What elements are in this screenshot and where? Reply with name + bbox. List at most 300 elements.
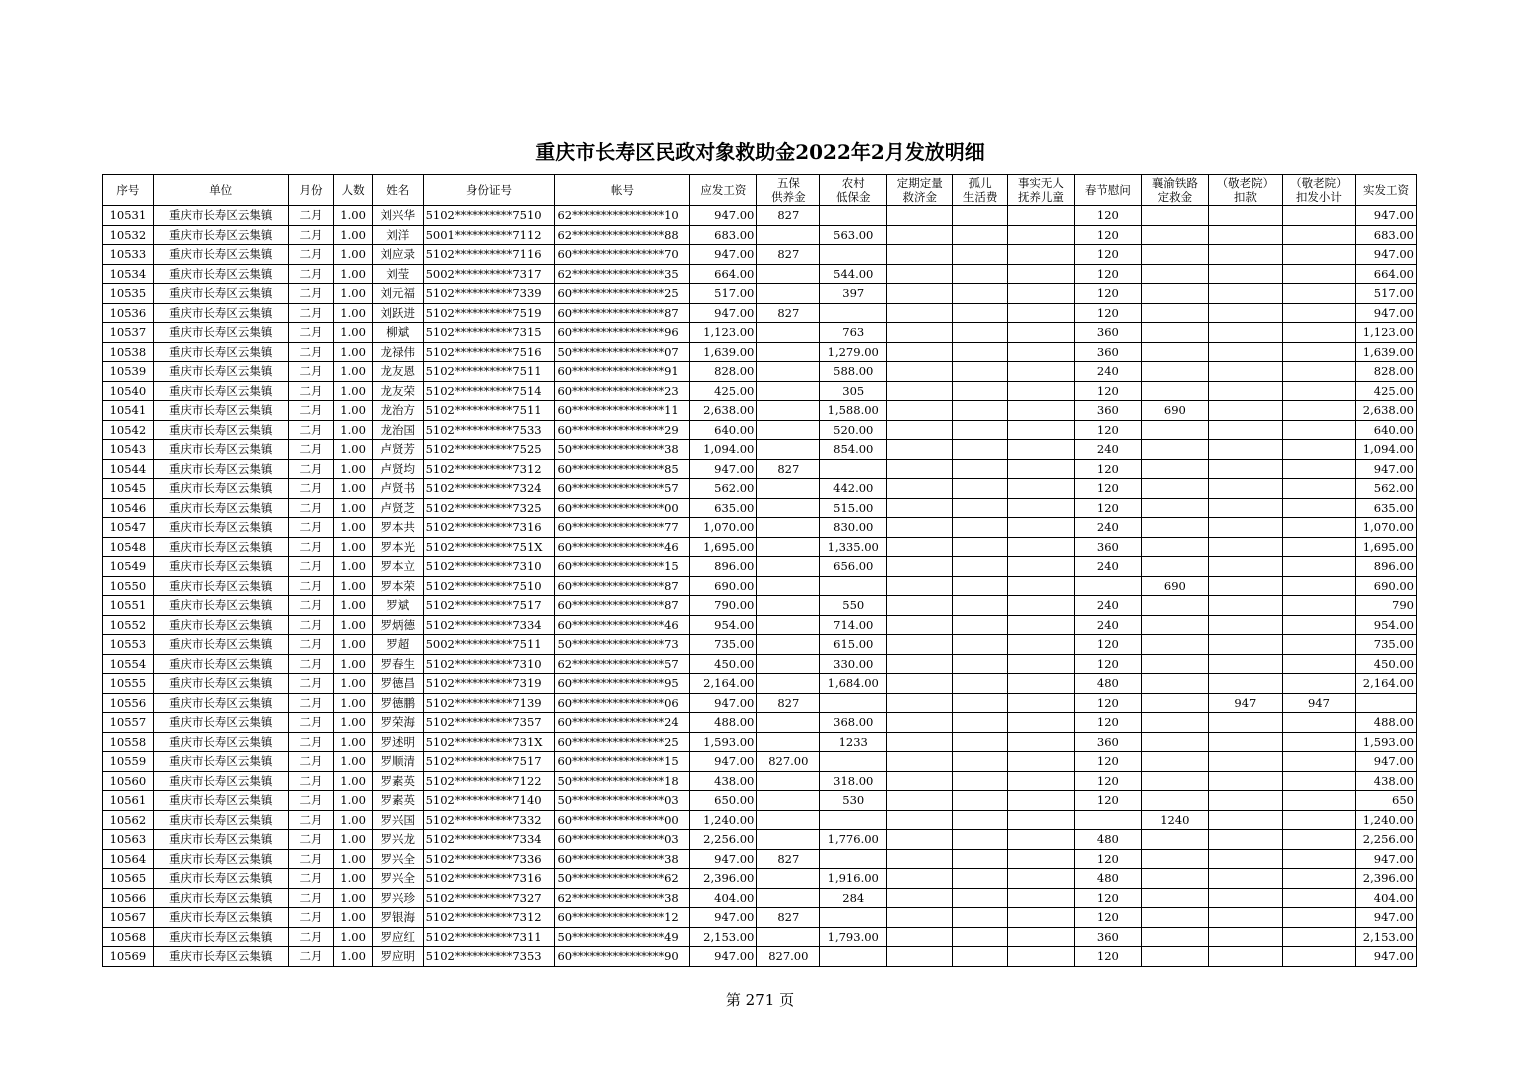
- table-cell: 二月: [288, 771, 334, 791]
- table-cell: [1141, 245, 1208, 265]
- table-cell: 520.00: [820, 420, 887, 440]
- table-cell: 60****************46: [555, 615, 690, 635]
- table-row: [103, 518, 1417, 538]
- table-cell: 10543: [103, 440, 154, 460]
- table-cell: 10562: [103, 810, 154, 830]
- table-cell: 947.00: [1355, 206, 1416, 226]
- table-cell: 5002**********7317: [423, 264, 555, 284]
- table-cell: [1208, 303, 1282, 323]
- table-cell: 1.00: [334, 206, 373, 226]
- table-cell: [1282, 498, 1355, 518]
- table-cell: 650: [1355, 791, 1416, 811]
- table-cell: 1,916.00: [820, 869, 887, 889]
- table-cell: [1282, 791, 1355, 811]
- table-cell: [1282, 303, 1355, 323]
- table-cell: 1,593.00: [1355, 732, 1416, 752]
- table-cell: [1208, 225, 1282, 245]
- table-cell: 360: [1074, 342, 1141, 362]
- table-cell: 62****************57: [555, 654, 690, 674]
- table-cell: 罗斌: [372, 596, 423, 616]
- table-cell: [820, 908, 887, 928]
- table-cell: 120: [1074, 420, 1141, 440]
- table-cell: [953, 264, 1008, 284]
- table-cell: 947.00: [690, 693, 757, 713]
- table-cell: [1007, 947, 1074, 967]
- table-cell: 1,240.00: [690, 810, 757, 830]
- table-cell: [1007, 810, 1074, 830]
- table-cell: [1282, 518, 1355, 538]
- table-cell: [887, 303, 953, 323]
- table-cell: 龙友荣: [372, 381, 423, 401]
- table-cell: 120: [1074, 206, 1141, 226]
- table-cell: 480: [1074, 830, 1141, 850]
- column-header: （敬老院） 扣发小计: [1282, 175, 1355, 206]
- column-header: 农村 低保金: [820, 175, 887, 206]
- table-cell: 1.00: [334, 596, 373, 616]
- table-cell: [953, 849, 1008, 869]
- table-cell: 60****************00: [555, 810, 690, 830]
- table-row: [103, 888, 1417, 908]
- table-row: [103, 810, 1417, 830]
- table-cell: [1007, 518, 1074, 538]
- table-cell: [953, 362, 1008, 382]
- table-cell: 1.00: [334, 264, 373, 284]
- table-cell: 120: [1074, 888, 1141, 908]
- table-cell: 二月: [288, 674, 334, 694]
- table-cell: [1208, 420, 1282, 440]
- table-cell: [757, 323, 820, 343]
- table-cell: [1208, 479, 1282, 499]
- table-cell: 2,256.00: [690, 830, 757, 850]
- table-cell: [1282, 206, 1355, 226]
- table-cell: 二月: [288, 323, 334, 343]
- table-cell: 425.00: [690, 381, 757, 401]
- table-cell: [820, 576, 887, 596]
- table-cell: 重庆市长寿区云集镇: [153, 518, 288, 538]
- table-cell: 240: [1074, 596, 1141, 616]
- table-cell: 重庆市长寿区云集镇: [153, 206, 288, 226]
- table-cell: [1007, 381, 1074, 401]
- table-cell: 1.00: [334, 401, 373, 421]
- table-row: [103, 264, 1417, 284]
- table-cell: 重庆市长寿区云集镇: [153, 869, 288, 889]
- table-cell: [1282, 752, 1355, 772]
- table-cell: 827: [757, 459, 820, 479]
- table-cell: 10565: [103, 869, 154, 889]
- table-cell: 60****************77: [555, 518, 690, 538]
- table-cell: 二月: [288, 791, 334, 811]
- table-cell: 442.00: [820, 479, 887, 499]
- table-cell: 650.00: [690, 791, 757, 811]
- table-cell: [1007, 771, 1074, 791]
- column-header: 五保 供养金: [757, 175, 820, 206]
- table-cell: 重庆市长寿区云集镇: [153, 264, 288, 284]
- table-cell: 10569: [103, 947, 154, 967]
- table-row: [103, 401, 1417, 421]
- table-cell: 二月: [288, 615, 334, 635]
- table-cell: 5102**********7525: [423, 440, 555, 460]
- table-cell: [1282, 342, 1355, 362]
- table-cell: 360: [1074, 927, 1141, 947]
- table-cell: 重庆市长寿区云集镇: [153, 693, 288, 713]
- table-cell: 5102**********7122: [423, 771, 555, 791]
- table-cell: 卢贤书: [372, 479, 423, 499]
- table-cell: 罗春生: [372, 654, 423, 674]
- table-cell: [953, 381, 1008, 401]
- table-cell: 1,070.00: [1355, 518, 1416, 538]
- payment-table: [102, 174, 1417, 967]
- table-cell: [757, 927, 820, 947]
- table-cell: [1141, 849, 1208, 869]
- column-header: 应发工资: [690, 175, 757, 206]
- table-cell: [1208, 596, 1282, 616]
- table-cell: [757, 771, 820, 791]
- table-cell: 龙治国: [372, 420, 423, 440]
- table-cell: [1141, 869, 1208, 889]
- table-cell: 60****************95: [555, 674, 690, 694]
- table-cell: 1.00: [334, 927, 373, 947]
- table-cell: 二月: [288, 732, 334, 752]
- table-cell: 二月: [288, 810, 334, 830]
- table-cell: [1007, 693, 1074, 713]
- table-cell: [1007, 323, 1074, 343]
- table-cell: 790: [1355, 596, 1416, 616]
- table-cell: [1208, 362, 1282, 382]
- table-row: [103, 732, 1417, 752]
- table-cell: [953, 888, 1008, 908]
- table-cell: [1141, 693, 1208, 713]
- table-cell: [1208, 791, 1282, 811]
- table-cell: [887, 810, 953, 830]
- table-cell: 5102**********7310: [423, 557, 555, 577]
- table-cell: 635.00: [1355, 498, 1416, 518]
- table-cell: [757, 264, 820, 284]
- table-cell: 二月: [288, 537, 334, 557]
- table-cell: [1141, 518, 1208, 538]
- table-cell: 60****************06: [555, 693, 690, 713]
- table-cell: [1208, 927, 1282, 947]
- table-cell: [953, 654, 1008, 674]
- table-cell: 1,695.00: [1355, 537, 1416, 557]
- table-cell: [1282, 732, 1355, 752]
- table-cell: 5102**********7336: [423, 849, 555, 869]
- table-cell: 刘跃进: [372, 303, 423, 323]
- table-cell: [757, 479, 820, 499]
- table-cell: 5102**********7510: [423, 206, 555, 226]
- table-cell: 10556: [103, 693, 154, 713]
- table-cell: 240: [1074, 518, 1141, 538]
- table-cell: [1208, 713, 1282, 733]
- table-cell: 735.00: [1355, 635, 1416, 655]
- table-row: [103, 459, 1417, 479]
- table-cell: 896.00: [1355, 557, 1416, 577]
- table-cell: 947.00: [690, 908, 757, 928]
- table-cell: 10538: [103, 342, 154, 362]
- table-cell: [757, 888, 820, 908]
- table-cell: 60****************25: [555, 284, 690, 304]
- table-cell: 50****************49: [555, 927, 690, 947]
- table-cell: 438.00: [1355, 771, 1416, 791]
- table-cell: [1282, 557, 1355, 577]
- table-cell: [1208, 459, 1282, 479]
- table-cell: [1141, 752, 1208, 772]
- table-cell: 1.00: [334, 440, 373, 460]
- table-cell: [953, 713, 1008, 733]
- table-cell: [1141, 498, 1208, 518]
- column-header: 身份证号: [423, 175, 555, 206]
- table-cell: 5102**********7334: [423, 615, 555, 635]
- table-cell: [1007, 596, 1074, 616]
- table-cell: 重庆市长寿区云集镇: [153, 303, 288, 323]
- table-cell: 二月: [288, 498, 334, 518]
- table-cell: [953, 732, 1008, 752]
- table-cell: 50****************03: [555, 791, 690, 811]
- table-cell: [820, 245, 887, 265]
- table-cell: 10537: [103, 323, 154, 343]
- table-cell: 5102**********7324: [423, 479, 555, 499]
- table-cell: [820, 303, 887, 323]
- table-cell: 二月: [288, 635, 334, 655]
- table-cell: 刘元福: [372, 284, 423, 304]
- table-cell: 重庆市长寿区云集镇: [153, 342, 288, 362]
- table-cell: 5102**********7511: [423, 362, 555, 382]
- table-cell: 1.00: [334, 225, 373, 245]
- table-cell: 588.00: [820, 362, 887, 382]
- table-cell: [1208, 869, 1282, 889]
- table-cell: [953, 576, 1008, 596]
- table-cell: [1007, 362, 1074, 382]
- table-cell: 5102**********7116: [423, 245, 555, 265]
- table-cell: 62****************10: [555, 206, 690, 226]
- table-cell: [953, 440, 1008, 460]
- table-cell: 二月: [288, 869, 334, 889]
- table-cell: [953, 557, 1008, 577]
- table-cell: [1208, 206, 1282, 226]
- table-cell: [757, 362, 820, 382]
- table-cell: 120: [1074, 908, 1141, 928]
- table-cell: 重庆市长寿区云集镇: [153, 479, 288, 499]
- table-cell: [1007, 420, 1074, 440]
- table-cell: 5102**********7514: [423, 381, 555, 401]
- table-cell: [1141, 732, 1208, 752]
- table-cell: 2,396.00: [1355, 869, 1416, 889]
- table-cell: 438.00: [690, 771, 757, 791]
- table-cell: 60****************96: [555, 323, 690, 343]
- table-cell: [887, 849, 953, 869]
- table-cell: 二月: [288, 908, 334, 928]
- table-cell: 562.00: [1355, 479, 1416, 499]
- table-cell: 10542: [103, 420, 154, 440]
- table-cell: [757, 869, 820, 889]
- table-cell: 947.00: [690, 752, 757, 772]
- table-cell: [887, 362, 953, 382]
- table-cell: 1.00: [334, 518, 373, 538]
- column-header: 事实无人 抚养儿童: [1007, 175, 1074, 206]
- table-cell: 重庆市长寿区云集镇: [153, 654, 288, 674]
- table-cell: 二月: [288, 888, 334, 908]
- table-cell: [1208, 615, 1282, 635]
- table-cell: [820, 206, 887, 226]
- table-cell: 10549: [103, 557, 154, 577]
- table-cell: 10563: [103, 830, 154, 850]
- table-cell: [1141, 479, 1208, 499]
- table-cell: [887, 635, 953, 655]
- table-cell: [1007, 537, 1074, 557]
- table-cell: 635.00: [690, 498, 757, 518]
- table-cell: 60****************90: [555, 947, 690, 967]
- table-cell: [1074, 576, 1141, 596]
- table-cell: [757, 498, 820, 518]
- table-cell: 1.00: [334, 420, 373, 440]
- table-row: [103, 381, 1417, 401]
- table-cell: 10551: [103, 596, 154, 616]
- table-cell: [1208, 732, 1282, 752]
- table-cell: 重庆市长寿区云集镇: [153, 498, 288, 518]
- table-cell: 10532: [103, 225, 154, 245]
- table-cell: 罗素英: [372, 771, 423, 791]
- table-cell: 10561: [103, 791, 154, 811]
- table-cell: 二月: [288, 752, 334, 772]
- table-cell: [1141, 908, 1208, 928]
- table-cell: 2,153.00: [690, 927, 757, 947]
- table-cell: 954.00: [690, 615, 757, 635]
- table-cell: 947.00: [1355, 908, 1416, 928]
- table-cell: 刘兴华: [372, 206, 423, 226]
- table-cell: 60****************87: [555, 596, 690, 616]
- table-cell: [1007, 654, 1074, 674]
- table-cell: 683.00: [690, 225, 757, 245]
- table-cell: 10534: [103, 264, 154, 284]
- table-cell: [1141, 440, 1208, 460]
- table-cell: 60****************70: [555, 245, 690, 265]
- table-cell: 5102**********7332: [423, 810, 555, 830]
- table-cell: [1282, 440, 1355, 460]
- table-cell: 827: [757, 908, 820, 928]
- table-cell: [887, 732, 953, 752]
- table-cell: 615.00: [820, 635, 887, 655]
- table-cell: 卢贤芳: [372, 440, 423, 460]
- table-cell: [1282, 596, 1355, 616]
- page-number: 第 271 页: [725, 991, 795, 1009]
- table-cell: 10533: [103, 245, 154, 265]
- table-cell: 重庆市长寿区云集镇: [153, 596, 288, 616]
- table-cell: 5102**********7339: [423, 284, 555, 304]
- table-cell: [1007, 674, 1074, 694]
- table-cell: 947.00: [1355, 947, 1416, 967]
- table-cell: [1141, 284, 1208, 304]
- table-cell: 5001**********7112: [423, 225, 555, 245]
- table-cell: [1074, 810, 1141, 830]
- table-cell: 50****************38: [555, 440, 690, 460]
- column-header: 序号: [103, 175, 154, 206]
- table-cell: 10536: [103, 303, 154, 323]
- table-cell: [757, 537, 820, 557]
- table-cell: 重庆市长寿区云集镇: [153, 557, 288, 577]
- table-cell: 二月: [288, 713, 334, 733]
- table-cell: 10555: [103, 674, 154, 694]
- table-cell: 二月: [288, 401, 334, 421]
- table-cell: [887, 674, 953, 694]
- table-cell: 5102**********7140: [423, 791, 555, 811]
- table-cell: [953, 284, 1008, 304]
- table-cell: 罗兴全: [372, 869, 423, 889]
- table-cell: [1282, 576, 1355, 596]
- table-row: [103, 537, 1417, 557]
- table-cell: [1141, 771, 1208, 791]
- table-cell: 947: [1282, 693, 1355, 713]
- table-cell: [1007, 732, 1074, 752]
- table-cell: [1208, 908, 1282, 928]
- column-header: 实发工资: [1355, 175, 1416, 206]
- table-cell: 罗兴国: [372, 810, 423, 830]
- table-cell: 5102**********7315: [423, 323, 555, 343]
- table-cell: 60****************25: [555, 732, 690, 752]
- table-cell: 罗炳德: [372, 615, 423, 635]
- table-cell: [887, 420, 953, 440]
- table-cell: 罗应红: [372, 927, 423, 947]
- table-cell: 120: [1074, 479, 1141, 499]
- table-cell: 1.00: [334, 635, 373, 655]
- table-cell: 360: [1074, 537, 1141, 557]
- table-cell: 二月: [288, 479, 334, 499]
- table-row: [103, 927, 1417, 947]
- table-cell: 重庆市长寿区云集镇: [153, 420, 288, 440]
- table-cell: 二月: [288, 557, 334, 577]
- table-cell: 重庆市长寿区云集镇: [153, 791, 288, 811]
- table-cell: [1141, 654, 1208, 674]
- table-cell: [757, 420, 820, 440]
- table-cell: [953, 635, 1008, 655]
- table-cell: [757, 713, 820, 733]
- table-cell: [1007, 303, 1074, 323]
- table-cell: 1.00: [334, 615, 373, 635]
- table-cell: [757, 674, 820, 694]
- table-cell: 重庆市长寿区云集镇: [153, 908, 288, 928]
- table-cell: 1.00: [334, 303, 373, 323]
- table-cell: 488.00: [690, 713, 757, 733]
- table-cell: 1.00: [334, 908, 373, 928]
- table-cell: 龙友恩: [372, 362, 423, 382]
- table-cell: [1282, 284, 1355, 304]
- table-cell: 763: [820, 323, 887, 343]
- table-cell: 827: [757, 693, 820, 713]
- table-cell: 1.00: [334, 888, 373, 908]
- table-cell: [757, 810, 820, 830]
- table-cell: 5102**********7334: [423, 830, 555, 850]
- table-cell: [1208, 440, 1282, 460]
- table-cell: [887, 518, 953, 538]
- table-cell: 120: [1074, 693, 1141, 713]
- table-cell: [953, 771, 1008, 791]
- table-cell: [953, 518, 1008, 538]
- column-header: 春节慰问: [1074, 175, 1141, 206]
- table-cell: 1.00: [334, 849, 373, 869]
- table-cell: [1282, 635, 1355, 655]
- table-cell: 947.00: [690, 206, 757, 226]
- table-cell: 罗顺清: [372, 752, 423, 772]
- table-cell: 240: [1074, 362, 1141, 382]
- table-row: [103, 615, 1417, 635]
- table-cell: 360: [1074, 323, 1141, 343]
- table-cell: 120: [1074, 381, 1141, 401]
- table-cell: 10564: [103, 849, 154, 869]
- table-cell: 827: [757, 849, 820, 869]
- table-cell: 50****************73: [555, 635, 690, 655]
- column-header: 襄渝铁路 定救金: [1141, 175, 1208, 206]
- table-cell: 1.00: [334, 674, 373, 694]
- table-cell: 120: [1074, 654, 1141, 674]
- table-cell: [887, 245, 953, 265]
